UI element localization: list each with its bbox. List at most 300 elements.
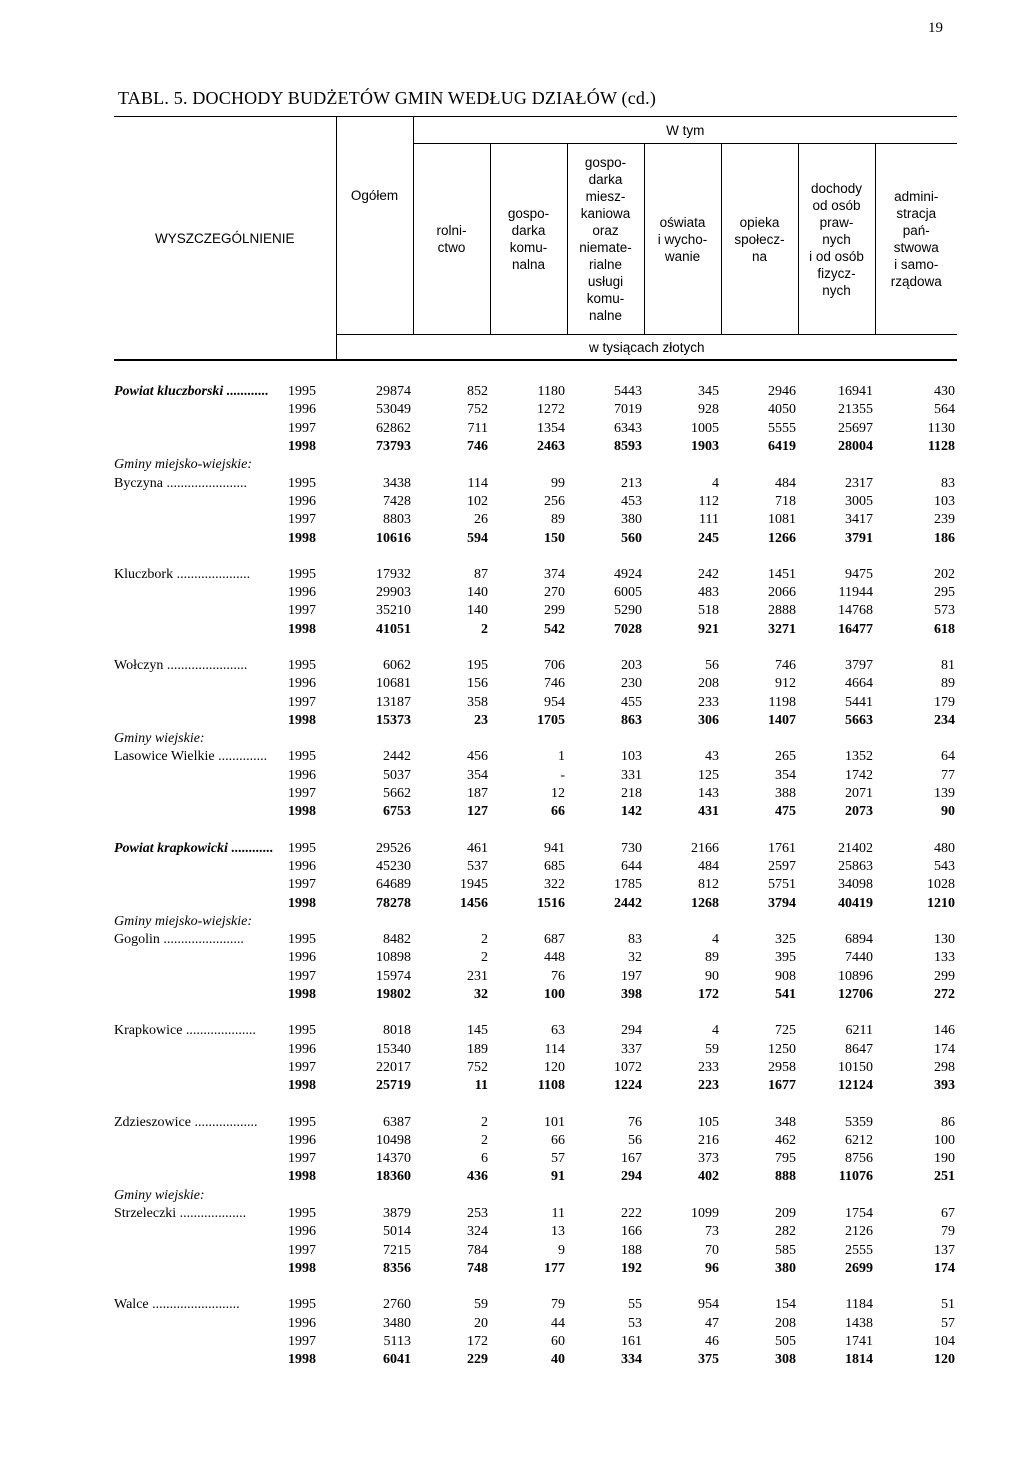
cell-value: 29874: [376, 384, 412, 400]
row-year: 1996: [288, 858, 316, 874]
group-heading: Gminy wiejskie:: [114, 731, 205, 747]
cell-value: 223: [698, 1078, 720, 1094]
cell-value: 308: [775, 1352, 797, 1368]
cell-value: 5441: [845, 694, 874, 710]
cell-value: 12124: [838, 1078, 874, 1094]
table-row: [114, 438, 957, 456]
cell-value: 8018: [383, 1023, 412, 1039]
cell-value: 543: [934, 858, 956, 874]
cell-value: 91: [551, 1169, 566, 1185]
cell-value: 6343: [614, 420, 643, 436]
cell-value: 19802: [376, 987, 412, 1003]
cell-value: 112: [698, 493, 720, 509]
cell-value: 79: [551, 1297, 566, 1313]
row-year: 1996: [288, 585, 316, 601]
cell-value: 1266: [768, 530, 797, 546]
cell-value: 1407: [768, 712, 797, 728]
cell-value: 1250: [768, 1041, 797, 1057]
cell-value: 32: [474, 987, 489, 1003]
cell-value: 322: [544, 877, 566, 893]
table-row: [114, 1168, 957, 1186]
cell-value: 706: [544, 658, 566, 673]
cell-value: 142: [621, 804, 643, 820]
table-row: [114, 675, 957, 693]
cell-value: 1705: [537, 712, 566, 728]
cell-value: 233: [698, 1059, 720, 1075]
row-year: 1997: [288, 694, 316, 710]
cell-value: 195: [467, 658, 489, 673]
cell-value: 685: [544, 858, 566, 874]
cell-value: 1198: [768, 694, 797, 710]
cell-value: 216: [698, 1132, 720, 1148]
table-spacer-row: [114, 1095, 957, 1113]
row-label: [114, 968, 286, 986]
cell-value: 20: [474, 1315, 489, 1331]
header-opieka-spoleczna: opieka społecz- na: [721, 144, 798, 335]
table-row: [114, 584, 957, 602]
cell-value: 18360: [376, 1169, 412, 1185]
cell-value: 103: [621, 749, 643, 765]
cell-value: 174: [934, 1260, 956, 1276]
header-oswiata: oświata i wycho- wanie: [644, 144, 721, 335]
cell-value: 105: [698, 1114, 720, 1130]
table-row: [114, 1150, 957, 1168]
cell-value: 11944: [838, 585, 874, 601]
header-administracja: admini- stracja pań- stwowa i samo- rządowa: [875, 144, 957, 335]
row-year: 1997: [288, 1059, 316, 1075]
cell-value: 1438: [845, 1315, 874, 1331]
cell-value: 299: [544, 603, 566, 619]
cell-value: 1451: [768, 566, 797, 582]
table-row: [114, 1205, 957, 1223]
cell-value: 51: [941, 1297, 956, 1313]
cell-value: 59: [474, 1297, 489, 1313]
table-row: [114, 1077, 957, 1095]
cell-value: 2442: [614, 895, 643, 911]
row-label: [114, 693, 286, 711]
cell-value: 537: [467, 858, 489, 874]
table-spacer-row: [114, 548, 957, 566]
cell-value: 192: [621, 1260, 643, 1276]
cell-value: 3480: [383, 1315, 412, 1331]
cell-value: 130: [934, 932, 956, 948]
cell-value: 306: [698, 712, 720, 728]
cell-value: 380: [621, 512, 643, 528]
row-year: 1995: [288, 840, 316, 856]
cell-value: 57: [551, 1151, 566, 1167]
cell-value: 388: [775, 786, 797, 802]
row-label: [114, 767, 286, 785]
cell-value: 282: [775, 1224, 797, 1240]
cell-value: 10498: [376, 1132, 412, 1148]
header-unit: w tysiącach złotych: [336, 335, 957, 361]
row-year: 1996: [288, 493, 316, 509]
row-label: [114, 1241, 286, 1259]
cell-value: 96: [705, 1260, 720, 1276]
table-row: [114, 748, 957, 766]
cell-value: 203: [621, 658, 643, 673]
cell-value: 3791: [845, 530, 874, 546]
cell-value: 431: [698, 804, 720, 820]
row-year: 1998: [288, 987, 316, 1003]
row-year: 1996: [288, 676, 316, 692]
cell-value: 505: [775, 1333, 797, 1349]
row-year: 1996: [288, 950, 316, 966]
cell-value: 76: [628, 1114, 643, 1130]
cell-value: 453: [621, 493, 643, 509]
cell-value: 2958: [768, 1059, 797, 1075]
cell-value: 209: [775, 1206, 797, 1222]
table-title: TABL. 5. DOCHODY BUDŻETÓW GMIN WEDŁUG DZIAŁÓW (cd.): [118, 88, 657, 108]
cell-value: 16941: [838, 384, 874, 400]
cell-value: 1456: [460, 895, 489, 911]
table-row: [114, 474, 957, 492]
group-heading: Gminy miejsko-wiejskie:: [114, 913, 253, 929]
cell-value: 2126: [845, 1224, 874, 1240]
row-label: [114, 986, 286, 1004]
group-heading-row: [114, 913, 957, 931]
cell-value: 334: [621, 1352, 643, 1368]
cell-value: 812: [698, 877, 720, 893]
cell-value: 114: [544, 1041, 566, 1057]
row-year: 1995: [288, 566, 316, 582]
cell-value: 166: [621, 1224, 643, 1240]
cell-value: 143: [698, 786, 720, 802]
table-row: [114, 401, 957, 419]
cell-value: 177: [544, 1260, 566, 1276]
cell-value: 337: [621, 1041, 643, 1057]
cell-value: 47: [705, 1315, 720, 1331]
cell-value: 2: [481, 1114, 489, 1130]
cell-value: 161: [621, 1333, 643, 1349]
cell-value: 8482: [383, 932, 412, 948]
cell-value: 45230: [376, 858, 412, 874]
cell-value: 208: [775, 1315, 797, 1331]
cell-value: 863: [621, 712, 643, 728]
table-row: [114, 785, 957, 803]
cell-value: 5662: [383, 786, 412, 802]
cell-value: 618: [934, 621, 956, 637]
cell-value: 784: [467, 1242, 489, 1258]
cell-value: 120: [934, 1352, 956, 1368]
cell-value: 430: [934, 384, 956, 400]
cell-value: 89: [551, 512, 566, 528]
cell-value: 187: [467, 786, 489, 802]
cell-value: 5663: [845, 712, 874, 728]
cell-value: 1128: [927, 439, 956, 455]
cell-value: 10896: [838, 968, 874, 984]
cell-value: 324: [467, 1224, 489, 1240]
cell-value: 4664: [845, 676, 874, 692]
cell-value: 11: [474, 1078, 489, 1094]
table-row: [114, 840, 957, 858]
cell-value: 7028: [614, 621, 643, 637]
table-spacer-row: [114, 639, 957, 657]
cell-value: 1785: [614, 877, 643, 893]
cell-value: 10898: [376, 950, 412, 966]
cell-value: 35210: [376, 603, 412, 619]
table-row: [114, 1351, 957, 1369]
table-spacer-row: [114, 1278, 957, 1296]
table-row: [114, 1132, 957, 1150]
table-row: [114, 693, 957, 711]
cell-value: 711: [467, 420, 489, 436]
cell-value: 189: [467, 1041, 489, 1057]
row-label: Strzeleczki ...................: [114, 1206, 247, 1222]
cell-value: 4: [712, 475, 720, 491]
cell-value: 730: [621, 840, 643, 856]
cell-value: 1903: [691, 439, 720, 455]
table-row: [114, 1059, 957, 1077]
cell-value: 8803: [383, 512, 412, 528]
cell-value: 242: [698, 566, 720, 582]
cell-value: 145: [467, 1023, 489, 1039]
row-label: [114, 511, 286, 529]
cell-value: 954: [698, 1297, 720, 1313]
table-row: [114, 931, 957, 949]
cell-value: 345: [698, 384, 720, 400]
header-total: Ogółem: [336, 117, 413, 335]
cell-value: 3271: [768, 621, 797, 637]
row-year: 1998: [288, 621, 316, 637]
cell-value: 13187: [376, 694, 412, 710]
row-year: 1998: [288, 895, 316, 911]
table-row: [114, 1022, 957, 1040]
row-year: 1995: [288, 475, 316, 491]
row-year: 1997: [288, 1151, 316, 1167]
cell-value: 6212: [845, 1132, 874, 1148]
cell-value: 594: [467, 530, 489, 546]
row-label: Krapkowice ....................: [114, 1023, 256, 1039]
cell-value: 17932: [376, 566, 412, 582]
cell-value: 8647: [845, 1041, 874, 1057]
cell-value: 354: [467, 767, 489, 783]
cell-value: 8756: [845, 1151, 874, 1167]
cell-value: 83: [941, 475, 956, 491]
cell-value: 573: [934, 603, 956, 619]
cell-value: 186: [934, 530, 956, 546]
cell-value: 1028: [927, 877, 956, 893]
cell-value: 83: [628, 932, 643, 948]
cell-value: 53049: [376, 402, 412, 418]
cell-value: 395: [775, 950, 797, 966]
cell-value: 393: [934, 1078, 956, 1094]
cell-value: 90: [941, 804, 956, 820]
row-year: 1996: [288, 767, 316, 783]
cell-value: 3438: [383, 475, 412, 491]
cell-value: 888: [775, 1169, 797, 1185]
cell-value: 483: [698, 585, 720, 601]
cell-value: 167: [621, 1151, 643, 1167]
cell-value: 1945: [460, 877, 489, 893]
cell-value: 87: [474, 566, 489, 582]
page-number: 19: [928, 20, 943, 36]
cell-value: 99: [551, 475, 566, 491]
cell-value: 208: [698, 676, 720, 692]
cell-value: 5751: [768, 877, 797, 893]
table-body: [114, 383, 957, 1369]
cell-value: 5113: [383, 1333, 412, 1349]
header-gospodarka-mieszkaniowa: gospo- darka miesz- kaniowa oraz niemate- rialne usługi komu- nalne: [567, 144, 644, 335]
table-row: [114, 1296, 957, 1314]
row-year: 1997: [288, 786, 316, 802]
cell-value: 748: [467, 1260, 489, 1276]
cell-value: 358: [467, 694, 489, 710]
table-row: [114, 1223, 957, 1241]
row-year: 1995: [288, 1206, 316, 1222]
row-label: Zdzieszowice ..................: [114, 1114, 258, 1130]
cell-value: 218: [621, 786, 643, 802]
cell-value: 40419: [838, 895, 874, 911]
cell-value: 150: [544, 530, 566, 546]
cell-value: 7019: [614, 402, 643, 418]
row-label: Kluczbork .....................: [114, 566, 251, 582]
cell-value: 140: [467, 603, 489, 619]
cell-value: 25697: [838, 420, 874, 436]
cell-value: 921: [698, 621, 720, 637]
cell-value: 79: [941, 1224, 956, 1240]
row-year: 1998: [288, 804, 316, 820]
row-label: Walce .........................: [114, 1297, 240, 1313]
cell-value: 139: [934, 786, 956, 802]
cell-value: 6005: [614, 585, 643, 601]
cell-value: 11: [551, 1206, 566, 1222]
cell-value: 15974: [376, 968, 412, 984]
cell-value: 230: [621, 676, 643, 692]
cell-value: 2760: [383, 1297, 412, 1313]
cell-value: 5555: [768, 420, 797, 436]
cell-value: 6041: [383, 1352, 412, 1368]
group-heading: Gminy wiejskie:: [114, 1187, 205, 1203]
row-year: 1997: [288, 420, 316, 436]
cell-value: 101: [544, 1114, 566, 1130]
cell-value: 14768: [838, 603, 874, 619]
cell-value: 70: [705, 1242, 720, 1258]
cell-value: 265: [775, 749, 797, 765]
cell-value: 2463: [537, 439, 566, 455]
row-year: 1997: [288, 1333, 316, 1349]
cell-value: 5443: [614, 384, 643, 400]
cell-value: 154: [775, 1297, 797, 1313]
table-row: [114, 621, 957, 639]
cell-value: 2066: [768, 585, 797, 601]
cell-value: 1761: [768, 840, 797, 856]
cell-value: 908: [775, 968, 797, 984]
row-year: 1998: [288, 712, 316, 728]
row-year: 1996: [288, 1315, 316, 1331]
cell-value: 1210: [927, 895, 956, 911]
cell-value: 57: [941, 1315, 956, 1331]
cell-value: 12706: [838, 987, 874, 1003]
cell-value: 100: [934, 1132, 956, 1148]
cell-value: 954: [544, 694, 566, 710]
cell-value: 233: [698, 694, 720, 710]
row-year: 1998: [288, 1078, 316, 1094]
table-row: [114, 949, 957, 967]
cell-value: 2946: [768, 384, 797, 400]
row-label: [114, 621, 286, 639]
cell-value: 12: [551, 786, 566, 802]
row-label: Byczyna .......................: [114, 475, 247, 491]
cell-value: 40: [551, 1352, 566, 1368]
cell-value: 6894: [845, 932, 874, 948]
cell-value: 56: [705, 658, 720, 673]
cell-value: 76: [551, 968, 566, 984]
cell-value: 4050: [768, 402, 797, 418]
row-label: [114, 712, 286, 730]
row-year: 1997: [288, 512, 316, 528]
cell-value: 3797: [845, 658, 874, 673]
cell-value: 4: [712, 1023, 720, 1039]
cell-value: 294: [621, 1169, 643, 1185]
cell-value: 104: [934, 1333, 956, 1349]
cell-value: 518: [698, 603, 720, 619]
cell-value: 67: [941, 1206, 956, 1222]
cell-value: 373: [698, 1151, 720, 1167]
row-year: 1995: [288, 1114, 316, 1130]
cell-value: 7440: [845, 950, 874, 966]
cell-value: 41051: [376, 621, 412, 637]
cell-value: 13: [551, 1224, 566, 1240]
cell-value: 239: [934, 512, 956, 528]
cell-value: 46: [705, 1333, 720, 1349]
cell-value: 436: [467, 1169, 489, 1185]
cell-value: 718: [775, 493, 797, 509]
cell-value: 462: [775, 1132, 797, 1148]
cell-value: 398: [621, 987, 643, 1003]
cell-value: 1: [558, 749, 566, 765]
cell-value: 1352: [845, 749, 874, 765]
cell-value: 1268: [691, 895, 720, 911]
cell-value: 140: [467, 585, 489, 601]
cell-value: 234: [934, 712, 956, 728]
cell-value: 375: [698, 1352, 720, 1368]
group-heading: Gminy miejsko-wiejskie:: [114, 457, 253, 473]
row-year: 1996: [288, 1041, 316, 1057]
cell-value: 1130: [927, 420, 956, 436]
cell-value: 1354: [537, 420, 566, 436]
table-row: [114, 712, 957, 730]
cell-value: 4924: [614, 566, 643, 582]
table-row: [114, 894, 957, 912]
table-spacer-row: [114, 822, 957, 840]
cell-value: 1677: [768, 1078, 797, 1094]
cell-value: 6211: [845, 1023, 874, 1039]
table-spacer-row: [114, 1004, 957, 1022]
row-label: [114, 785, 286, 803]
cell-value: 64689: [376, 877, 412, 893]
cell-value: 348: [775, 1114, 797, 1130]
table-row: [114, 803, 957, 821]
table-row: [114, 1113, 957, 1131]
cell-value: 7428: [383, 493, 412, 509]
row-label: [114, 438, 286, 456]
cell-value: 156: [467, 676, 489, 692]
cell-value: 25719: [376, 1078, 412, 1094]
cell-value: 2: [481, 932, 489, 948]
table-row: [114, 1314, 957, 1332]
cell-value: 2597: [768, 858, 797, 874]
cell-value: 21355: [838, 402, 874, 418]
row-year: 1995: [288, 1297, 316, 1313]
group-heading-row: [114, 1187, 957, 1205]
table-row: [114, 986, 957, 1004]
cell-value: 1108: [537, 1078, 566, 1094]
cell-value: 8593: [614, 439, 643, 455]
cell-value: 1184: [845, 1297, 874, 1313]
header-gospodarka-komunalna: gospo- darka komu- nalna: [490, 144, 567, 335]
row-label: [114, 602, 286, 620]
